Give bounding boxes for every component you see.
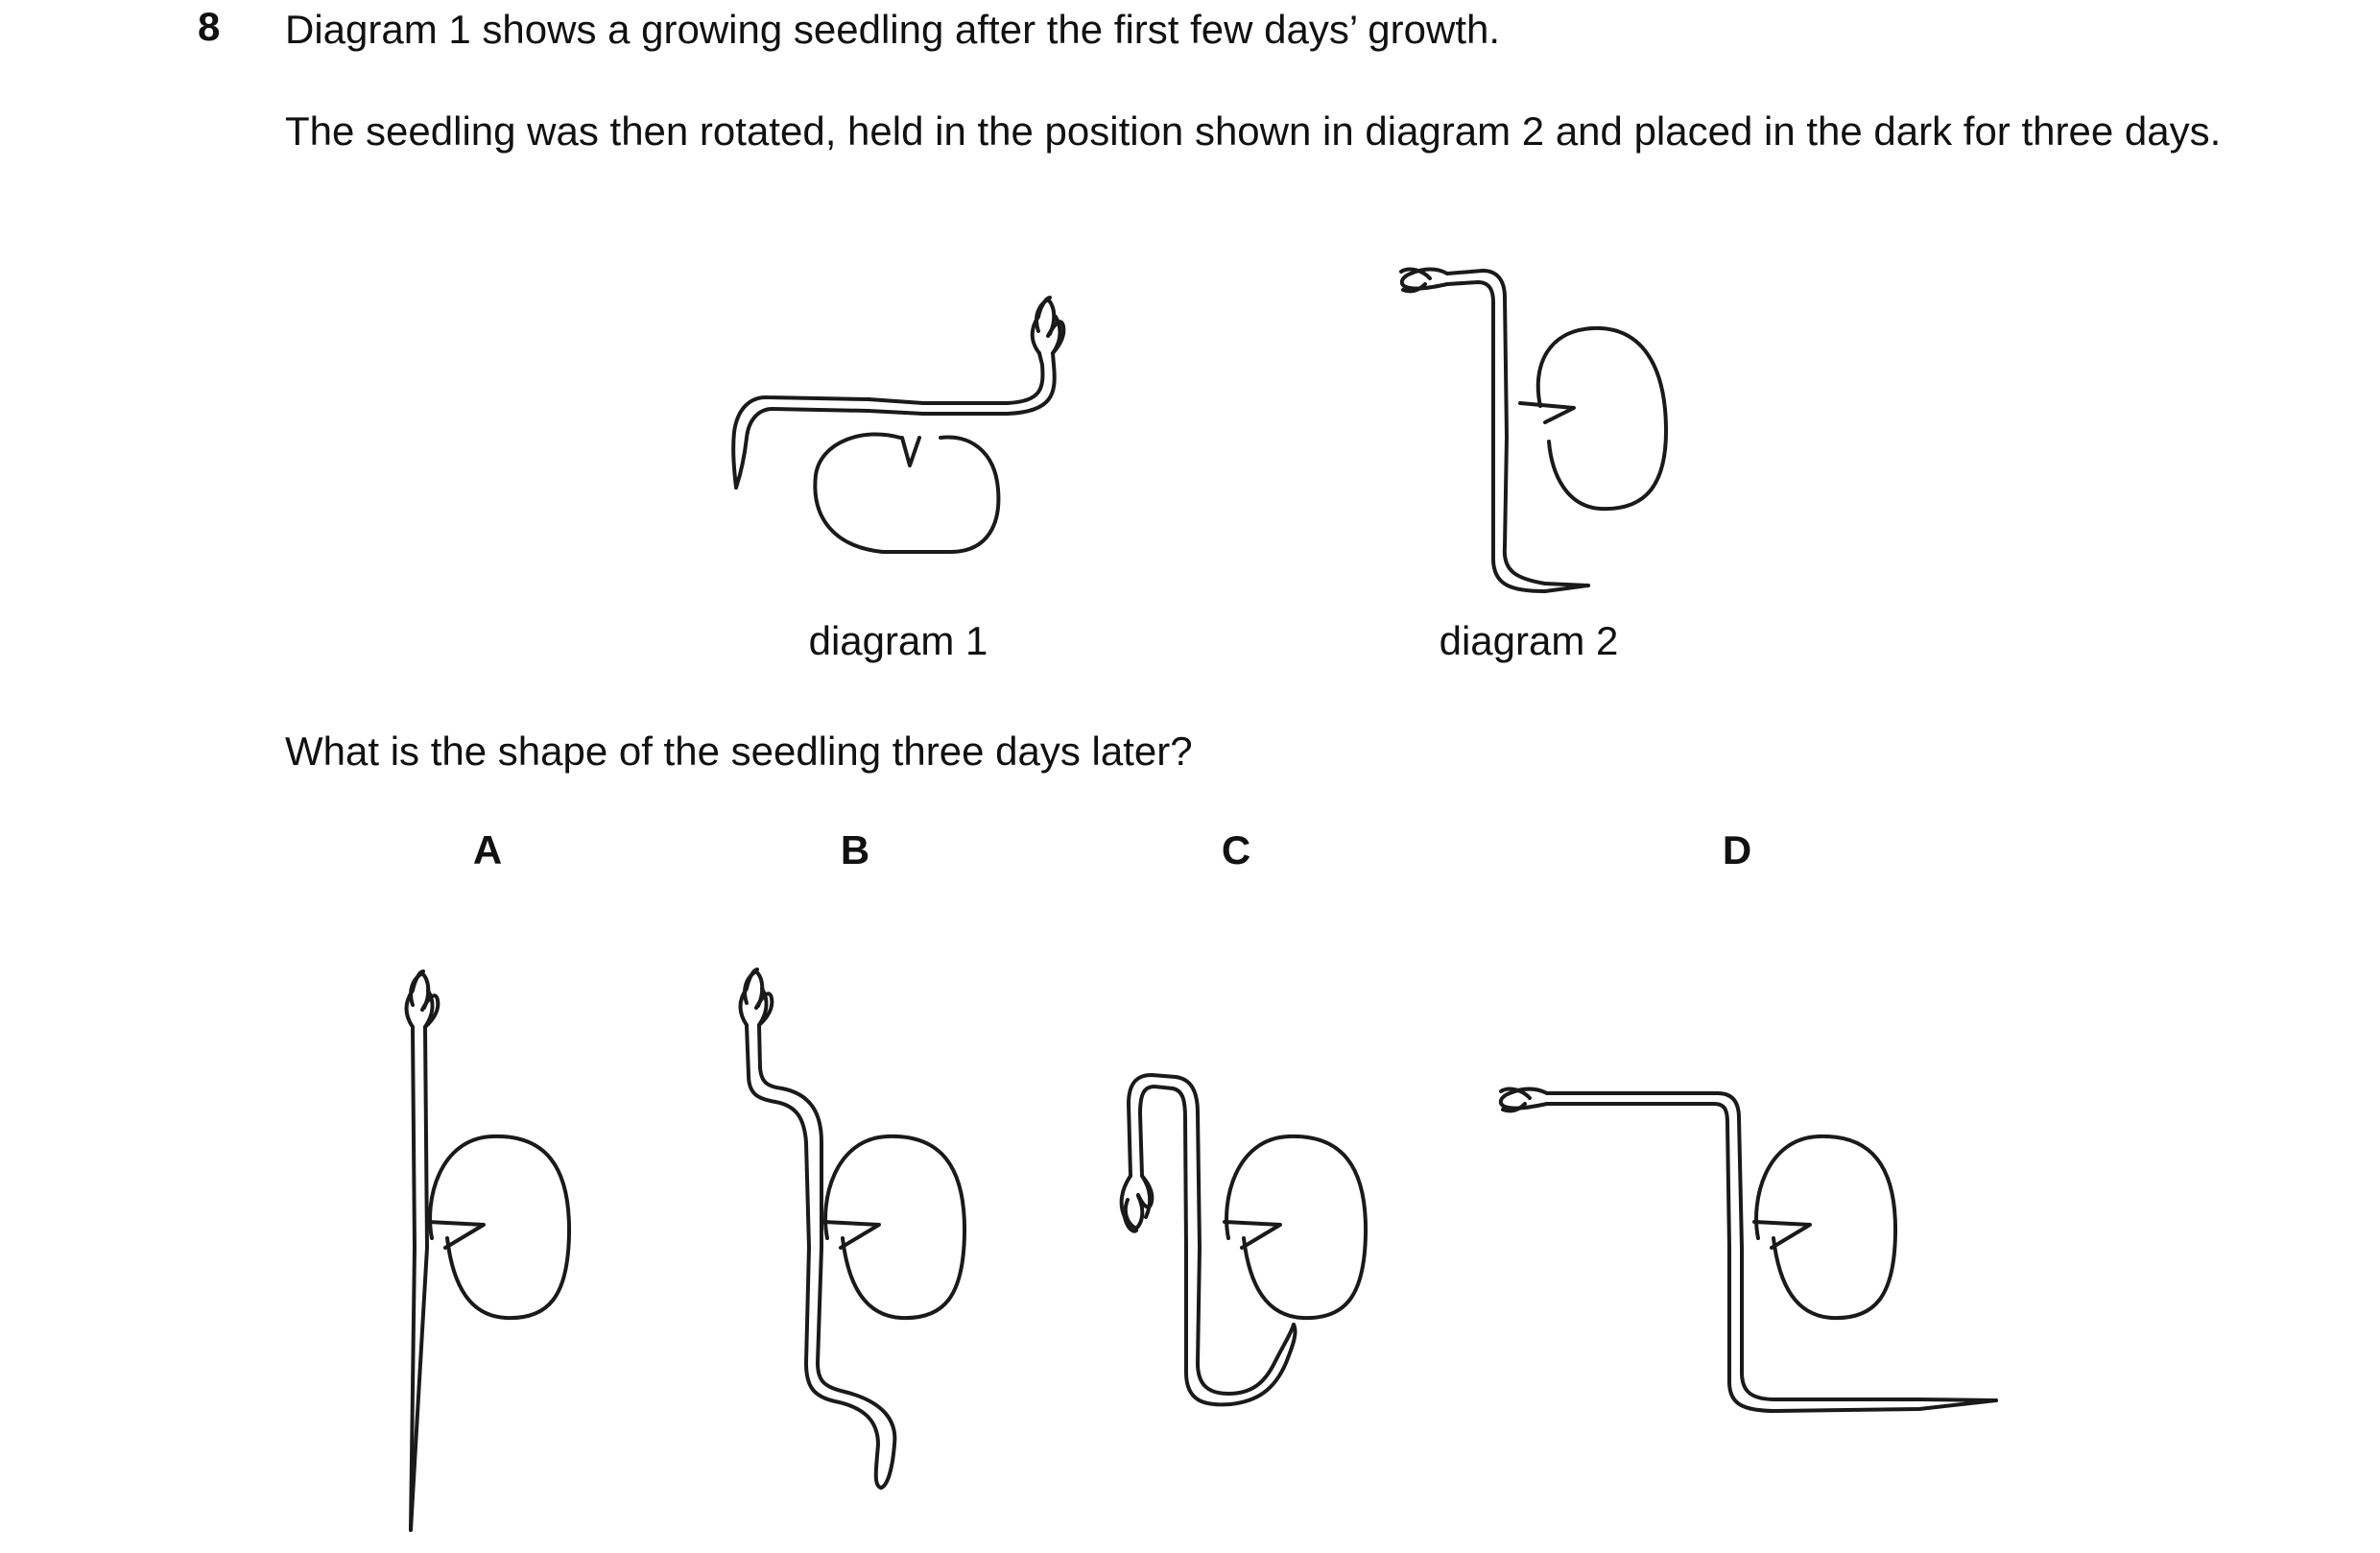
diagram-2-seedling xyxy=(1401,269,1666,591)
option-c-label[interactable]: C xyxy=(1221,827,1251,872)
diagram-2-caption: diagram 2 xyxy=(1439,618,1619,663)
diagram-1-seedling xyxy=(733,298,1063,552)
option-c-seedling xyxy=(1122,1075,1366,1404)
option-d-seedling xyxy=(1501,1088,1996,1411)
question-setup: The seedling was then rotated, held in the position shown in diagram 2 and placed in the dark for three days. xyxy=(285,108,2222,154)
question-prompt: What is the shape of the seedling three days later? xyxy=(285,729,1193,774)
question-number: 8 xyxy=(198,4,221,49)
option-a-label[interactable]: A xyxy=(472,827,503,872)
question-intro: Diagram 1 shows a growing seedling after the first few days’ growth. xyxy=(285,7,1501,52)
option-b-seedling xyxy=(741,969,964,1488)
diagram-1-caption: diagram 1 xyxy=(808,618,988,663)
option-d-label[interactable]: D xyxy=(1722,827,1752,872)
option-a-seedling xyxy=(407,971,569,1530)
option-b-label[interactable]: B xyxy=(840,827,870,872)
